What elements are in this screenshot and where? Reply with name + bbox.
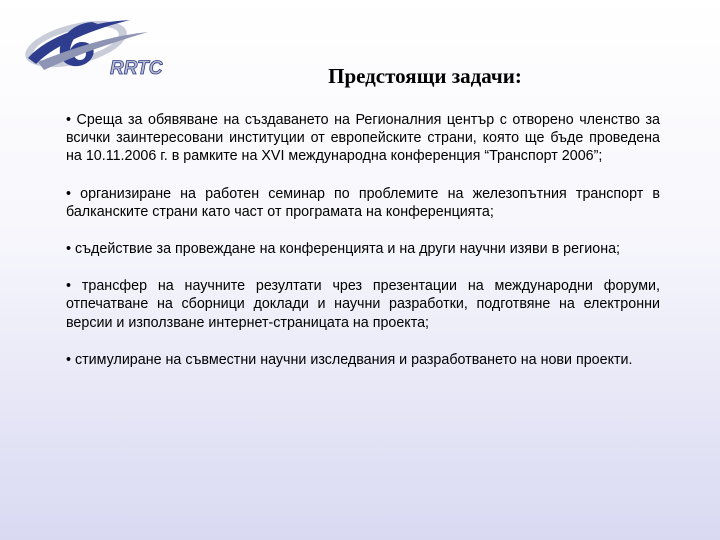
logo-text: RRTC bbox=[110, 58, 163, 79]
list-item: • Среща за обявяване на създаването на Регионалния център с отворено членство за всички заинтересовани институции от европейските страни, която ще бъде проведена на 10.11.2006 г. в рамките на XVI международна конференция “Транспорт 2006”; bbox=[66, 112, 660, 165]
task-list bbox=[66, 111, 660, 388]
list-item: • организиране на работен семинар по проблемите на железопътния транспорт в балканските страни като част от програмата на конференцията; bbox=[66, 185, 660, 220]
page-title: Предстоящи задачи: bbox=[328, 64, 522, 88]
list-item: • съдействие за провеждане на конференцията и на други научни изяви в региона; bbox=[66, 241, 621, 258]
list-item: • стимулиране на съвместни научни изследвания и разработването на нови проекти. bbox=[66, 351, 633, 368]
list-item: • трансфер на научните резултати чрез презентации на международни форуми, отпечатване на сборници доклади и научни разработки, подготвяне на електронни версии и използване интернет-страницата на проекта; bbox=[66, 278, 660, 331]
